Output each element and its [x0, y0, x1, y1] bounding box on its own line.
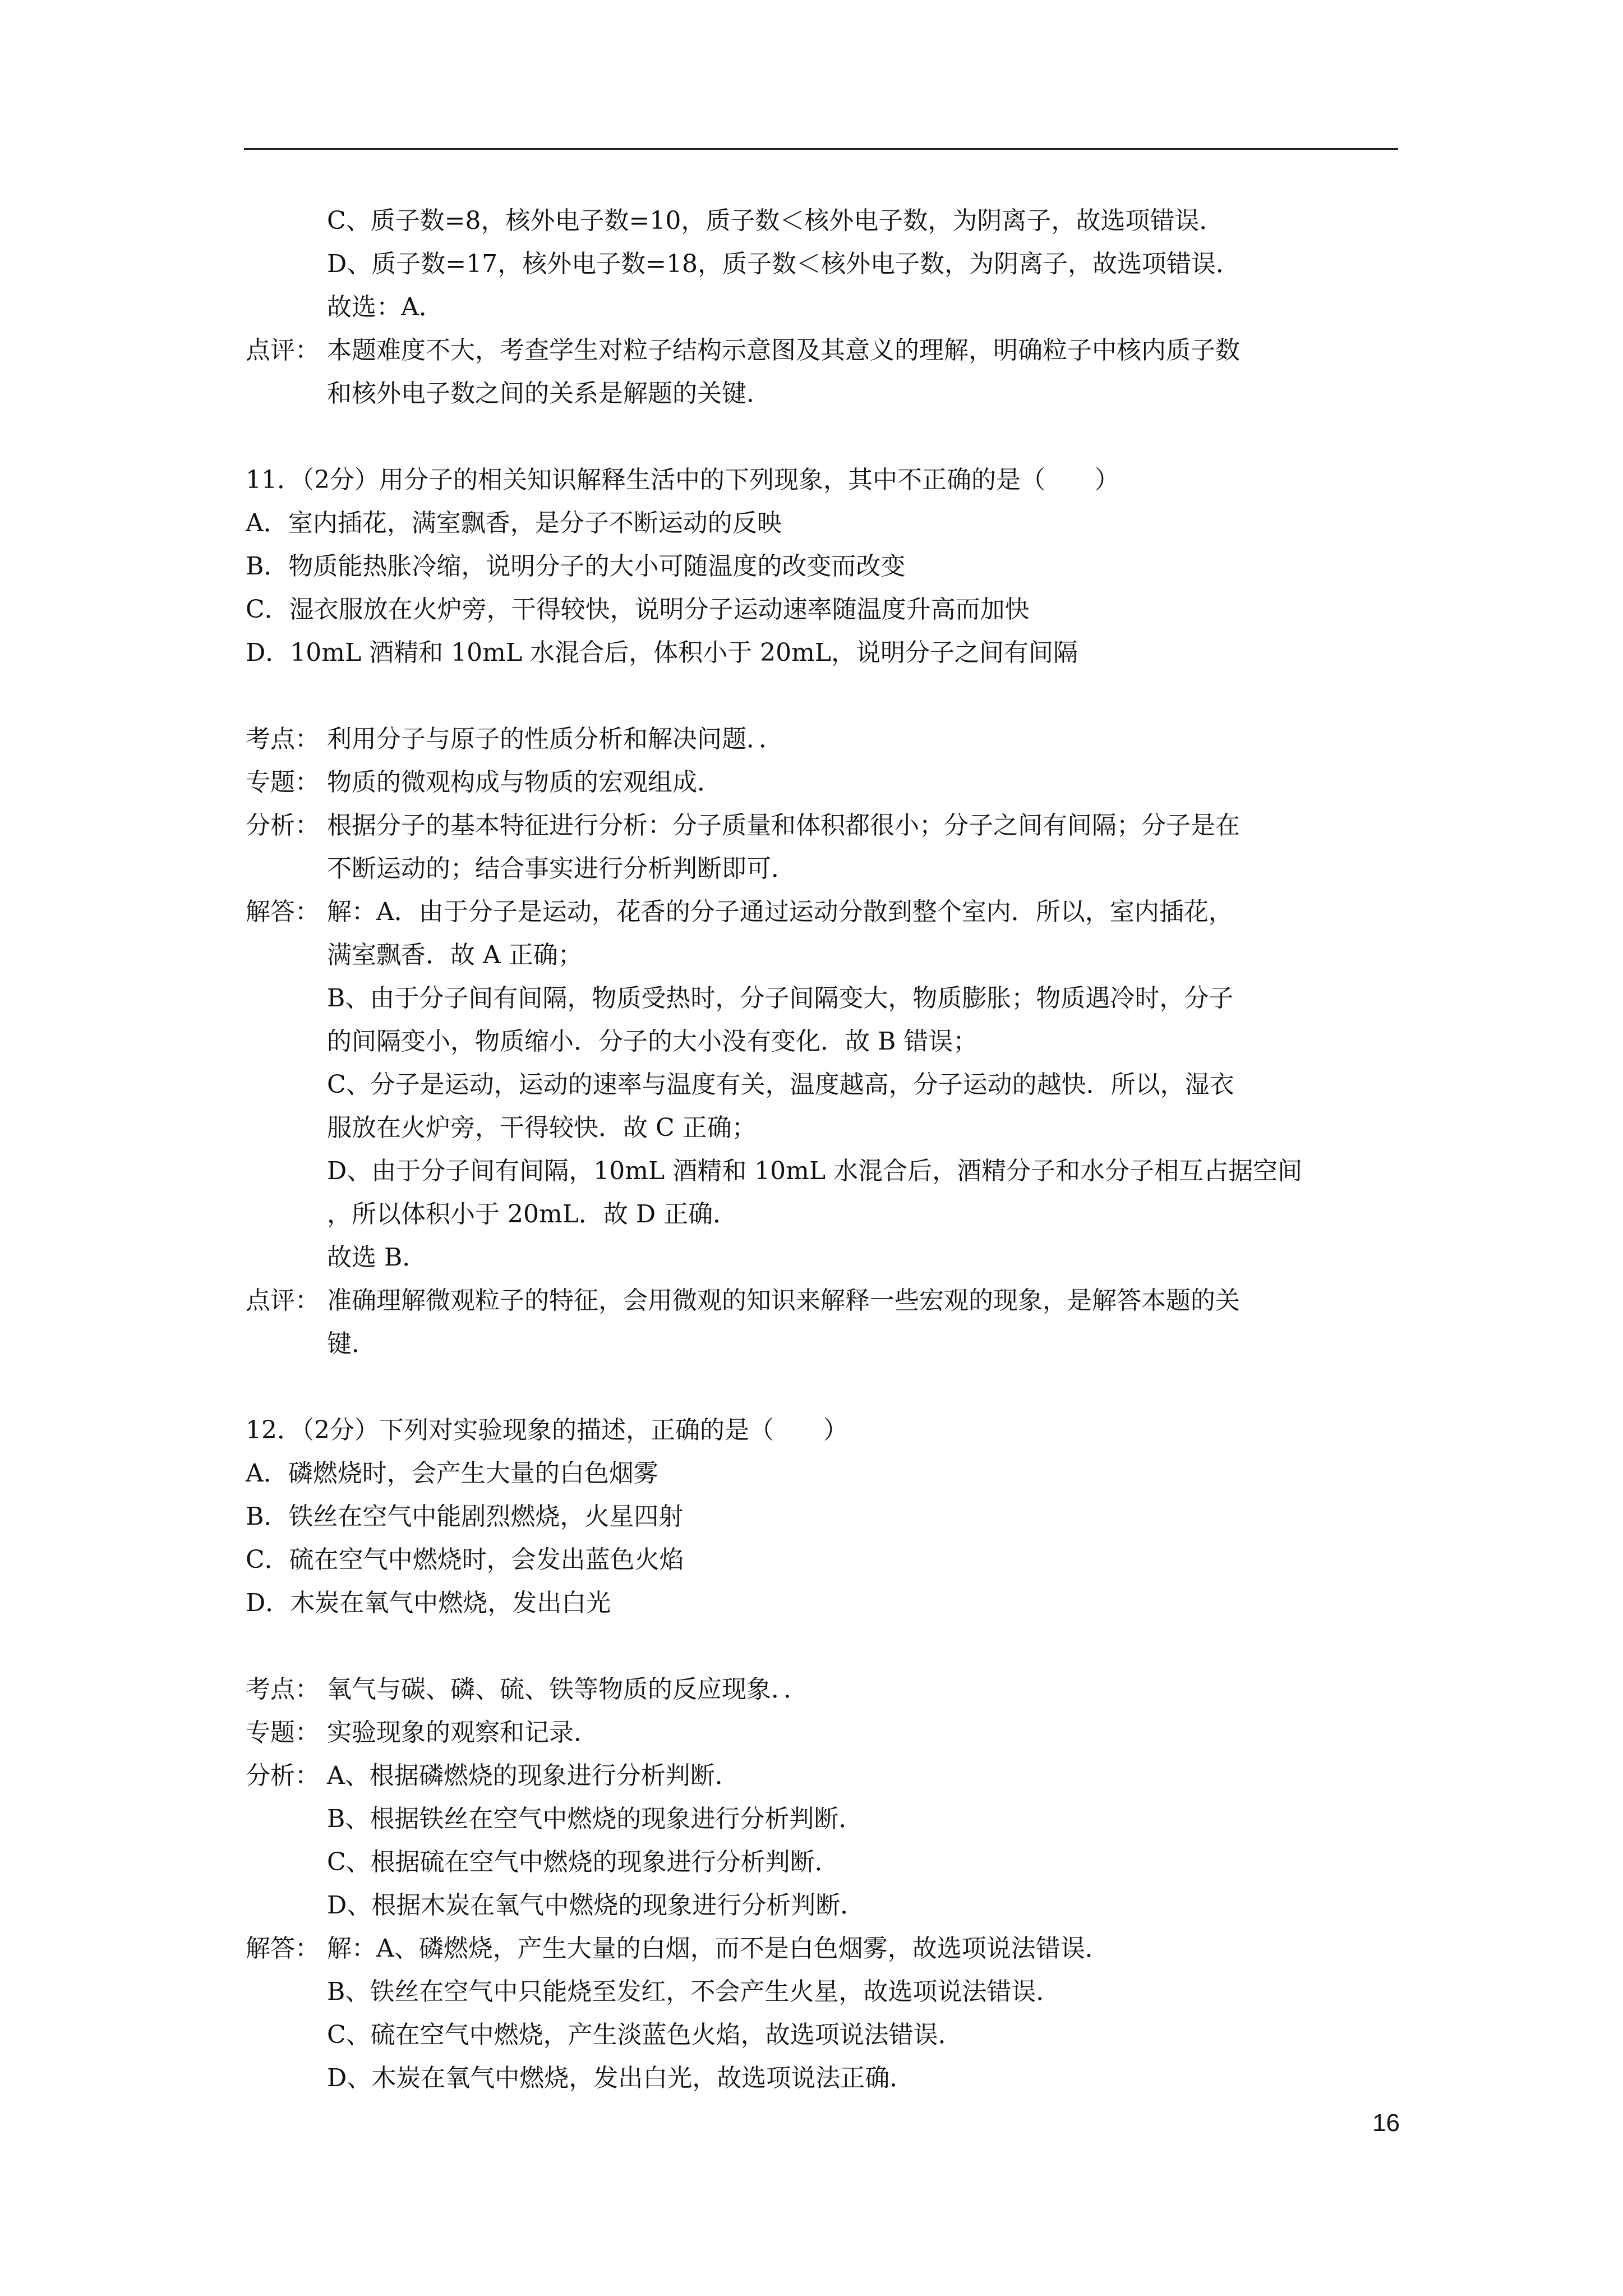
fenxi-text: 根据分子的基本特征进行分析：分子质量和体积都很小；分子之间有间隔；分子是在 [327, 811, 1240, 840]
q11-jieda-line-7: D、由于分子间有间隔，10mL 酒精和 10mL 水混合后，酒精分子和水分子相互占据空间 [327, 1157, 1303, 1185]
q12-fenxi [246, 1754, 1401, 1797]
q12-fenxi-line-4: D、根据木炭在氧气中燃烧的现象进行分析判断． [327, 1891, 865, 1920]
q11-jieda-line-6: 服放在火炉旁，干得较快．故 C 正确； [327, 1114, 757, 1142]
q11-fenxi-cont: 不断运动的；结合事实进行分析判断即可． [327, 854, 796, 883]
prev-option-c-analysis: C、质子数=8，核外电子数=10，质子数＜核外电子数，为阴离子，故选项错误． [327, 206, 1224, 235]
prev-option-d-analysis: D、质子数=17，核外电子数=18，质子数＜核外电子数，为阴离子，故选项错误． [327, 250, 1241, 278]
kaodian-label: 考点： [246, 725, 320, 753]
q12-fenxi-line-3: C、根据硫在空气中燃烧的现象进行分析判断． [327, 1848, 840, 1876]
q11-jieda-line-9: 故选 B． [327, 1243, 427, 1272]
q11-jieda-line-3: B、由于分子间有间隔，物质受热时，分子间隔变大，物质膨胀；物质遇冷时，分子 [327, 984, 1234, 1013]
q11-jieda-line-4: 的间隔变小，物质缩小．分子的大小没有变化．故 B 错误； [327, 1027, 978, 1056]
q12-jieda-line-4: D、木炭在氧气中燃烧，发出白光，故选项说法正确． [327, 2064, 915, 2092]
jieda-text: 解：A．由于分子是运动，花香的分子通过运动分散到整个室内．所以，室内插花， [327, 898, 1233, 926]
q11-jieda-line-5: C、分子是运动，运动的速率与温度有关，温度越高，分子运动的越快．所以，湿衣 [327, 1070, 1234, 1099]
q12-jieda-line-2: B、铁丝在空气中只能烧至发红，不会产生火星，故选项说法错误． [327, 1977, 1061, 2006]
q12-stem: 12．（2分）下列对实验现象的描述，正确的是（ ） [246, 1416, 848, 1444]
q12-option-d: D．木炭在氧气中燃烧，发出白光 [246, 1589, 611, 1617]
q12-jieda-line-3: C、硫在空气中燃烧，产生淡蓝色火焰，故选项说法错误． [327, 2021, 963, 2049]
q12-zhuanti [246, 1711, 1401, 1754]
kaodian-text: 氧气与碳、磷、硫、铁等物质的反应现象．． [327, 1675, 808, 1704]
q11-stem: 11．（2分）用分子的相关知识解释生活中的下列现象，其中不正确的是（ ） [246, 466, 1119, 494]
kaodian-text: 利用分子与原子的性质分析和解决问题．． [327, 725, 783, 753]
jieda-text: 解：A、磷燃烧，产生大量的白烟，而不是白色烟雾，故选项说法错误． [327, 1934, 1110, 1963]
q11-zhuanti [246, 761, 1401, 804]
q12-kaodian [246, 1668, 1401, 1711]
zhuanti-text: 物质的微观构成与物质的宏观组成． [327, 768, 722, 797]
q11-jieda-line-2: 满室飘香．故 A 正确； [327, 941, 583, 969]
q11-dianping [246, 1279, 1401, 1322]
page-number: 16 [1372, 2109, 1400, 2137]
kaodian-label: 考点： [246, 1675, 320, 1704]
header-rule [244, 148, 1398, 150]
q11-option-b: B．物质能热胀冷缩，说明分子的大小可随温度的改变而改变 [246, 552, 906, 581]
q11-dianping-cont: 键． [327, 1329, 376, 1358]
comment-text: 本题难度不大，考查学生对粒子结构示意图及其意义的理解，明确粒子中核内质子数 [327, 336, 1240, 365]
q12-jieda [246, 1927, 1401, 1970]
q11-option-a: A．室内插花，满室飘香，是分子不断运动的反映 [246, 509, 782, 537]
q12-option-b: B．铁丝在空气中能剧烈燃烧，火星四射 [246, 1502, 684, 1531]
dianping-label: 点评： [246, 1286, 320, 1315]
page-content [246, 199, 1401, 2100]
q11-fenxi [246, 804, 1401, 847]
comment-label: 点评： [246, 336, 320, 365]
q11-option-d: D．10mL 酒精和 10mL 水混合后，体积小于 20mL，说明分子之间有间隔 [246, 638, 1078, 667]
dianping-text: 准确理解微观粒子的特征，会用微观的知识来解释一些宏观的现象，是解答本题的关 [327, 1286, 1240, 1315]
jieda-label: 解答： [246, 1934, 320, 1963]
q12-fenxi-line-2: B、根据铁丝在空气中燃烧的现象进行分析判断． [327, 1805, 864, 1833]
q12-option-a: A．磷燃烧时，会产生大量的白色烟雾 [246, 1459, 658, 1488]
zhuanti-text: 实验现象的观察和记录． [327, 1718, 598, 1747]
q11-jieda-line-8: ，所以体积小于 20mL．故 D 正确． [327, 1200, 738, 1228]
fenxi-label: 分析： [246, 811, 320, 840]
q12-option-c: C．硫在空气中燃烧时，会发出蓝色火焰 [246, 1545, 684, 1574]
fenxi-label: 分析： [246, 1761, 320, 1790]
fenxi-text: A、根据磷燃烧的现象进行分析判断． [327, 1761, 740, 1790]
q11-option-c: C．湿衣服放在火炉旁，干得较快，说明分子运动速率随温度升高而加快 [246, 595, 1030, 624]
q11-jieda [246, 890, 1401, 933]
jieda-label: 解答： [246, 898, 320, 926]
prev-comment-cont: 和核外电子数之间的关系是解题的关键． [327, 379, 771, 408]
prev-answer: 故选：A． [327, 293, 444, 321]
prev-comment [246, 329, 1401, 372]
zhuanti-label: 专题： [246, 1718, 320, 1747]
zhuanti-label: 专题： [246, 768, 320, 797]
q11-kaodian [246, 717, 1401, 761]
